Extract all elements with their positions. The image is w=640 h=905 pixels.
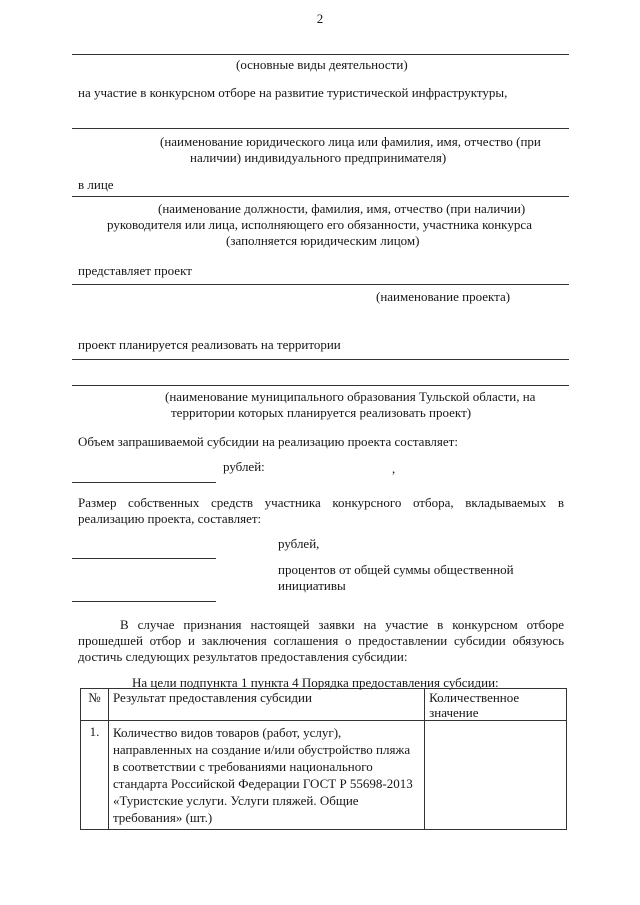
subsidy-amount-field-line xyxy=(72,482,216,483)
row-result xyxy=(108,721,424,830)
municipality-caption-line-2: территории которых планируется реализовать проект) xyxy=(171,405,472,420)
table-caption: На цели подпункта 1 пункта 4 Порядка предоставления субсидии: xyxy=(132,675,499,690)
territory-field-line-1 xyxy=(72,359,569,360)
row-number: 1. xyxy=(81,721,109,830)
own-funds-percent-field-line xyxy=(72,601,216,602)
commitment-text-line-3: достичь следующих результатов предоставления субсидии: xyxy=(78,649,408,664)
own-funds-text-line-1: Размер собственных средств участника конкурсного отбора, вкладываемых в xyxy=(78,495,564,510)
project-name-field-line xyxy=(72,284,569,285)
own-funds-text-line-2: реализацию проекта, составляет: xyxy=(78,511,262,526)
results-table xyxy=(80,688,567,830)
subsidy-mark: , xyxy=(392,461,396,476)
commitment-text-line-1: В случае признания настоящей заявки на участие в конкурсном отборе xyxy=(120,617,564,632)
in-person-label: в лице xyxy=(78,177,114,192)
table-row xyxy=(81,721,567,830)
row-result-line: направленных на создание и/или обустройство пляжа xyxy=(112,742,411,757)
activity-caption: (основные виды деятельности) xyxy=(236,57,408,72)
header-number: № xyxy=(81,689,109,721)
activity-field-line xyxy=(72,54,569,55)
row-result-line: «Туристские услуги. Услуги пляжей. Общие xyxy=(112,793,359,808)
subsidy-currency-label: рублей: xyxy=(223,459,265,474)
table-header-row xyxy=(81,689,567,721)
own-funds-amount-field-line xyxy=(72,558,216,559)
head-caption-line-3: (заполняется юридическим лицом) xyxy=(226,233,420,248)
own-funds-percent-line-1: процентов от общей суммы общественной xyxy=(278,562,514,577)
page-number: 2 xyxy=(316,11,324,26)
row-result-line: в соответствии с требованиями национального xyxy=(112,759,373,774)
row-result-line: стандарта Российской Федерации ГОСТ Р 55698-2013 xyxy=(112,776,413,791)
head-field-line xyxy=(72,196,569,197)
header-value: Количественное значение xyxy=(425,689,567,721)
row-value xyxy=(425,721,567,830)
head-caption-line-1: (наименование должности, фамилия, имя, отчество (при наличии) xyxy=(158,201,526,216)
own-funds-percent-line-2: инициативы xyxy=(278,578,346,593)
legal-entity-caption-line-1: (наименование юридического лица или фамилия, имя, отчество (при xyxy=(160,134,541,149)
project-name-caption: (наименование проекта) xyxy=(376,289,511,304)
own-funds-currency-label: рублей, xyxy=(278,536,320,551)
legal-entity-caption-line-2: наличии) индивидуального предпринимателя) xyxy=(190,150,447,165)
head-caption-line-2: руководителя или лица, исполняющего его обязанности, участника конкурса xyxy=(107,217,533,232)
legal-entity-field-line xyxy=(72,128,569,129)
presents-project-label: представляет проект xyxy=(78,263,192,278)
municipality-caption-line-1: (наименование муниципального образования Тульской области, на xyxy=(165,389,536,404)
territory-label: проект планируется реализовать на территории xyxy=(78,337,341,352)
territory-field-line-2 xyxy=(72,385,569,386)
row-result-line: Количество видов товаров (работ, услуг), xyxy=(112,725,342,740)
header-result: Результат предоставления субсидии xyxy=(108,689,424,721)
commitment-text-line-2: прошедшей отбор и заключения соглашения о предоставлении субсидии обязуюсь xyxy=(78,633,564,648)
subsidy-amount-text: Объем запрашиваемой субсидии на реализацию проекта составляет: xyxy=(78,434,458,449)
row-result-line: требования» (шт.) xyxy=(112,810,213,825)
participation-text: на участие в конкурсном отборе на развитие туристической инфраструктуры, xyxy=(78,85,508,100)
